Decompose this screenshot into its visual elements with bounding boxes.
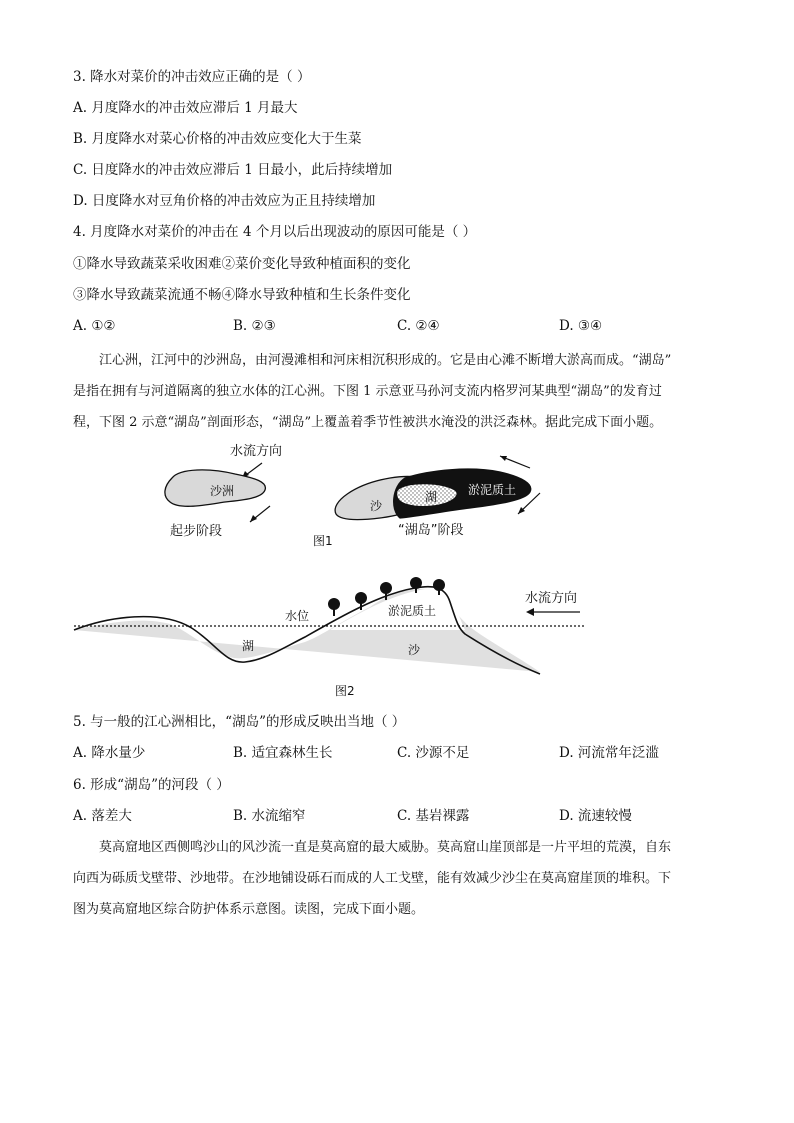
figure-2-water-level-label: 水位 — [285, 609, 310, 623]
question-4-option-c: C. ②④ — [397, 318, 440, 334]
question-3-option-c: C. 日度降水的冲击效应滞后 1 日最小，此后持续增加 — [73, 162, 393, 178]
stage-2-sand-label: 沙 — [370, 499, 383, 513]
passage-1-line-3: 程，下图 2 示意“湖岛”剖面形态，“湖岛”上覆盖着季节性被洪水淹没的洪泛森林。据此完成下面小题。 — [73, 415, 663, 430]
figure-2-flow-label: 水流方向 — [525, 591, 578, 606]
question-5-option-b: B. 适宜森林生长 — [233, 745, 333, 761]
question-3-stem: 3. 降水对菜价的冲击效应正确的是（ ） — [73, 69, 311, 85]
passage-2-line-1: 莫高窟地区西侧鸣沙山的风沙流一直是莫高窟的最大威胁。莫高窟山崖顶部是一片平坦的荒漠，自东 — [99, 840, 672, 855]
question-4-option-b: B. ②③ — [233, 318, 276, 334]
stage-2-lake-label: 湖 — [425, 490, 438, 504]
figure-2-silt-label: 淤泥质土 — [388, 604, 437, 618]
tree-icon — [355, 592, 367, 610]
figure-1-flow-label: 水流方向 — [230, 444, 283, 459]
figure-1-caption: 图1 — [313, 534, 333, 548]
stage-1-sandbar-label: 沙洲 — [210, 484, 235, 498]
question-4-option-a: A. ①② — [73, 318, 116, 334]
passage-1 — [73, 345, 733, 438]
question-3-option-b: B. 月度降水对菜心价格的冲击效应变化大于生菜 — [73, 131, 362, 147]
question-5-stem: 5. 与一般的江心洲相比，“湖岛”的形成反映出当地（ ） — [73, 714, 406, 730]
question-5-option-c: C. 沙源不足 — [397, 745, 470, 761]
tree-icon — [328, 598, 340, 616]
question-6-option-d: D. 流速较慢 — [559, 808, 632, 824]
passage-1-line-1: 江心洲，江河中的沙洲岛，由河漫滩相和河床相沉积形成的。它是由心滩不断增大淤高而成。“湖岛” — [99, 353, 672, 368]
question-6-option-b: B. 水流缩窄 — [233, 808, 306, 824]
figure-1 — [150, 438, 570, 550]
question-5-option-d: D. 河流常年泛滥 — [559, 745, 659, 761]
figure-2-sand-layer — [74, 589, 540, 672]
flow-arrow-icon — [500, 456, 530, 468]
question-3-option-a: A. 月度降水的冲击效应滞后 1 月最大 — [73, 100, 298, 116]
figure-2-sand-label: 沙 — [408, 643, 421, 657]
question-6-stem: 6. 形成“湖岛”的河段（ ） — [73, 777, 230, 793]
passage-2-line-3: 图为莫高窟地区综合防护体系示意图。读图，完成下面小题。 — [73, 902, 425, 917]
question-6-option-a: A. 落差大 — [73, 808, 132, 824]
question-6-option-c: C. 基岩裸露 — [397, 808, 470, 824]
question-4-stem: 4. 月度降水对菜价的冲击在 4 个月以后出现波动的原因可能是（ ） — [73, 224, 477, 240]
stage-2-caption: “湖岛”阶段 — [398, 523, 464, 538]
stage-1-caption: 起步阶段 — [170, 524, 223, 539]
figure-2-caption: 图2 — [335, 684, 355, 698]
passage-2-line-2: 向西为砾质戈壁带、沙地带。在沙地铺设砾石而成的人工戈壁，能有效减少沙尘在莫高窟崖顶的堆积。下 — [73, 871, 672, 886]
flow-arrow-icon — [526, 608, 580, 616]
question-5-option-a: A. 降水量少 — [73, 745, 146, 761]
question-4-statement-2: ③降水导致蔬菜流通不畅④降水导致种植和生长条件变化 — [73, 287, 411, 303]
flow-arrow-icon — [250, 506, 270, 522]
question-3-option-d: D. 日度降水对豆角价格的冲击效应为正且持续增加 — [73, 193, 376, 209]
question-4-option-d: D. ③④ — [559, 318, 603, 334]
figure-2-lake-label: 湖 — [242, 639, 255, 653]
figure-2 — [70, 572, 590, 704]
passage-1-line-2: 是指在拥有与河道隔离的独立水体的江心洲。下图 1 示意亚马孙河支流内格罗河某典型“湖岛”的发育过 — [73, 384, 662, 399]
stage-2-silt-label: 淤泥质土 — [468, 483, 517, 497]
passage-2 — [73, 832, 733, 925]
question-4-statement-1: ①降水导致蔬菜采收困难②菜价变化导致种植面积的变化 — [73, 256, 411, 272]
